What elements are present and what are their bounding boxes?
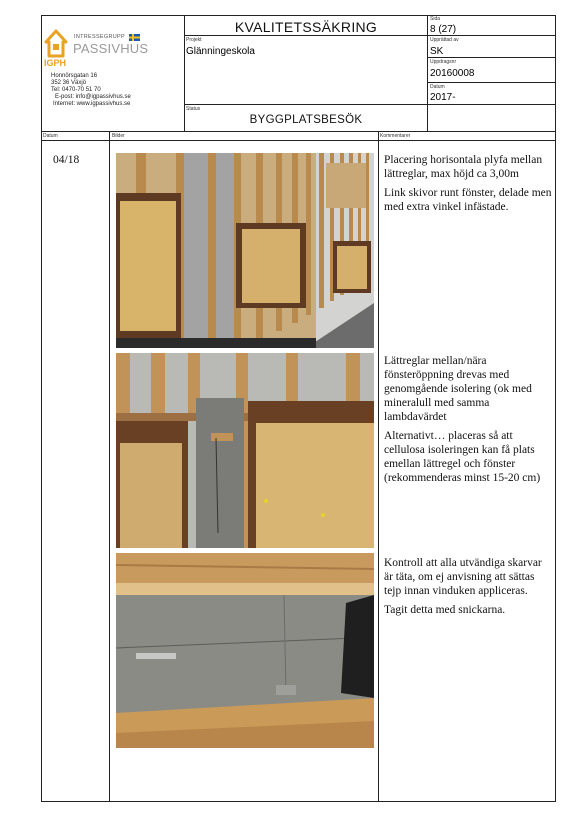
address-block (51, 73, 181, 108)
comment-3-paragraph-2: Tagit detta med snickarna. (384, 604, 506, 616)
projekt-value: Glänningeskola (186, 46, 255, 57)
comment-1-paragraph-1: Placering horisontala plyfa mellan lättreglar, max höjd ca 3,00m (384, 154, 543, 180)
entry-date: 04/18 (53, 154, 80, 166)
comment-2-paragraph-2: Alternativt… placeras så att cellulosa isoleringen kan få plats emellan lättregel och fönster (rekommenderas minst 15-20 cm) (384, 430, 541, 484)
uppdrag-label: Uppdragsnr (430, 59, 457, 65)
photo-concrete-joint (116, 553, 374, 748)
datum-label: Datum (430, 84, 445, 90)
datum-value: 2017- (430, 92, 456, 103)
address-phone: Tel: 0470-70 51 70 (51, 87, 101, 93)
address-email: E-post: info@igpassivhus.se (55, 94, 131, 100)
address-street: Honnörsgatan 16 (51, 73, 98, 79)
comment-block-3 (384, 556, 552, 617)
address-website: Internet: www.igpassivhus.se (53, 101, 131, 107)
uppdrag-value: 20160008 (430, 68, 475, 79)
sida-value: 8 (27) (430, 24, 457, 35)
upprattad-label: Upprättad av (430, 37, 459, 43)
photo-window-framing (116, 353, 374, 548)
house-icon (44, 28, 68, 58)
column-header-datum: Datum (43, 133, 58, 139)
column-header-bilder: Bilder (112, 133, 125, 139)
status-label: Status (186, 106, 201, 112)
status-value: BYGGPLATSBESÖK (249, 114, 363, 126)
upprattad-value: SK (430, 46, 444, 57)
comment-3-paragraph-1: Kontroll att alla utvändiga skarvar är täta, om ej anvisning att sättas tejp innan vinduken appliceras. (384, 557, 542, 597)
sida-label: Sida (430, 16, 441, 22)
logo-abbr: IGPH (44, 58, 67, 68)
logo-org-name: PASSIVHUS (73, 41, 149, 56)
swedish-flag-icon (129, 34, 140, 41)
address-city: 352 36 Växjö (51, 80, 87, 86)
logo-org-top: INTRESSEGRUPP (74, 34, 125, 40)
document-title: KVALITETSSÄKRING (234, 19, 378, 35)
igph-logo (44, 28, 154, 68)
comment-2-paragraph-1: Lättreglar mellan/nära fönsteröppning drevas med genomgående isolering (ok med mineralull med samma lambdavärdet (384, 355, 532, 423)
comment-1-paragraph-2: Link skivor runt fönster, delade men med extra vinkel infästade. (384, 187, 552, 213)
comment-block-1 (384, 153, 552, 214)
projekt-label: Projekt (186, 37, 202, 43)
photo-facade-windows (116, 153, 374, 348)
column-header-kommentarer: Kommentarer (380, 133, 411, 139)
comment-block-2 (384, 354, 552, 485)
